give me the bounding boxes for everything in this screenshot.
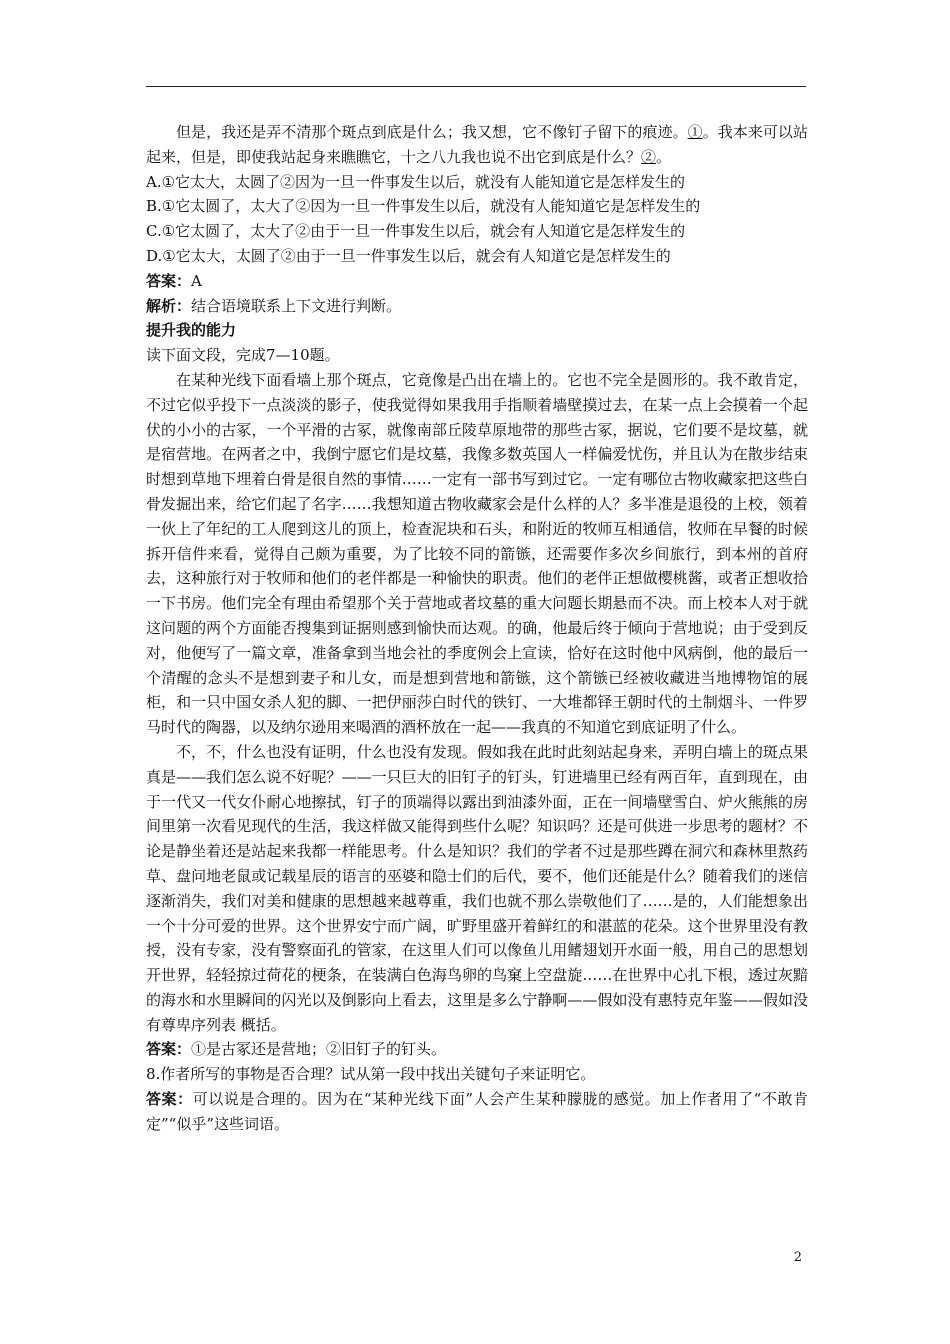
blank-2: ② [641, 147, 657, 166]
blank-1: ① [687, 123, 703, 141]
option-d: D.①它太大，太圆了②由于一旦一件事发生以后，就会有人知道它是怎样发生的 [146, 246, 671, 265]
answer-text: A [191, 271, 202, 290]
section-title: 提升我的能力 [146, 321, 237, 340]
answer-label: 答案： [146, 1090, 193, 1109]
page-number: 2 [793, 1250, 802, 1265]
option-a: A.①它太大，太圆了②因为一旦一件事发生以后，就没有人能知道它是怎样发生的 [146, 172, 686, 191]
passage-paragraph-1: 在某种光线下面看墙上那个斑点，它竟像是凸出在墙上的。它也不完全是圆形的。我不敢肯定，不过它似乎投下一点淡淡的影子，使我觉得如果我用手指顺着墙壁摸过去，在某一点上会摸着一个起伏的小小的古冢，一个平滑的古冢，就像南部丘陵草原地带的那些古冢，据说，它们要不是坟墓，就是宿营地。在两者之中，我倒宁愿它们是坟墓，我像多数英国人一样偏爱忧伤，并且认为在散步结束时想到草地下埋着白骨是很自然的事情……一定有一部书写到过它。一定有哪位古物收藏家把这些白骨发掘出来，给它们起了名字……我想知道古物收藏家会是什么样的人？多半准是退役的上校，领着一伙上了年纪的工人爬到这儿的顶上，检查泥块和石头，和附近的牧师互相通信，牧师在早餐的时候拆开信件来看，觉得自己颇为重要，为了比较不同的箭镞，还需要作多次乡间旅行，到本州的首府去，这种旅行对于牧师和他们的老伴都是一种愉快的职责。他们的老伴正想做樱桃酱，或者正想收拾一下书房。他们完全有理由希望那个关于营地或者坟墓的重大问题长期悬而不决。而上校本人对于就这问题的两个方面能否搜集到证据则感到愉快而达观。的确，他最后终于倾向于营地说；由于受到反对，他便写了一篇文章，准备拿到当地会社的季度例会上宣读，恰好在这时他中风病倒，他的最后一个清醒的念头不是想到妻子和儿女，而是想到营地和箭镞，这个箭镞已经被收藏进当地博物馆的展柜，和一只中国女杀人犯的脚、一把伊丽莎白时代的铁钉、一大堆都铎王朝时代的土制烟斗、一件罗马时代的陶器，以及纳尔逊用来喝酒的酒杯放在一起——我真的不知道它到底证明了什么。 [146, 370, 808, 737]
answer-label: 答案： [146, 1040, 192, 1059]
answer-2 [146, 1037, 808, 1062]
stem-text: 但是，我还是弄不清那个斑点到底是什么；我又想，它不像钉子留下的痕迹。 [176, 123, 688, 141]
answer-text: ①是古冢还是营地；②旧钉子的钉头。 [191, 1040, 447, 1059]
stem-end: 。 [656, 147, 672, 166]
answer-text: 可以说是合理的。因为在“某种光线下面”人会产生某种朦胧的感觉。加上作者用了“不敢肯定”“似乎”这些词语。 [146, 1090, 808, 1133]
passage-paragraph-2: 不，不，什么也没有证明，什么也没有发现。假如我在此时此刻站起身来，弄明白墙上的斑点果真是——我们怎么说不好呢？——一只巨大的旧钉子的钉头，钉进墙里已经有两百年，直到现在，由于一代又一代女仆耐心地擦拭，钉子的顶端得以露出到油漆外面，正在一间墙壁雪白、炉火熊熊的房间里第一次看见现代的生活，我这样做又能得到些什么呢？知识吗？还是可供进一步思考的题材？不论是静坐着还是站起来我都一样能思考。什么是知识？我们的学者不过是那些蹲在洞穴和森林里熬药草、盘问地老鼠或记载星辰的语言的巫婆和隐士们的后代，要不，他们还能是什么？随着我们的迷信逐渐消失，我们对美和健康的思想越来越尊重，我们也就不那么崇敬他们了……是的，人们能想象出一个十分可爱的世界。这个世界安宁而广阔，旷野里盛开着鲜红的和湛蓝的花朵。这个世界里没有教授，没有专家，没有警察面孔的管家，在这里人们可以像鱼儿用鳍翅划开水面一般，用自己的思想划开世界，轻轻掠过荷花的梗条，在装满白色海鸟卵的鸟窠上空盘旋……在世界中心扎下根，透过灰黯的海水和水里瞬间的闪光以及倒影向上看去，这里是多么宁静啊——假如没有惠特克年鉴——假如没有尊卑序列表 概括。 [146, 742, 808, 1034]
analysis-1 [146, 294, 808, 319]
answer-label: 答案： [146, 271, 192, 290]
analysis-text: 结合语境联系上下文进行判断。 [191, 296, 402, 315]
stem-text-cont: 。我本来可以站起来，但是，即使我站起身来瞧瞧它，十之八九我也说不出它到底是什么？ [146, 123, 808, 166]
answer-1 [146, 269, 808, 294]
header-rule [146, 86, 806, 87]
instruction: 读下面文段，完成7—10题。 [146, 346, 340, 365]
option-b: B.①它太圆了，太大了②因为一旦一件事发生以后，就没有人能知道它是怎样发生的 [146, 197, 701, 216]
question-8: 8.作者所写的事物是否合理？试从第一段中找出关键句子来证明它。 [146, 1065, 596, 1084]
page-body [146, 120, 808, 1137]
question-stem [146, 120, 808, 170]
analysis-label: 解析： [146, 296, 192, 315]
answer-3 [146, 1087, 808, 1137]
option-c: C.①它太圆了，太大了②由于一旦一件事发生以后，就会有人知道它是怎样发生的 [146, 222, 686, 241]
